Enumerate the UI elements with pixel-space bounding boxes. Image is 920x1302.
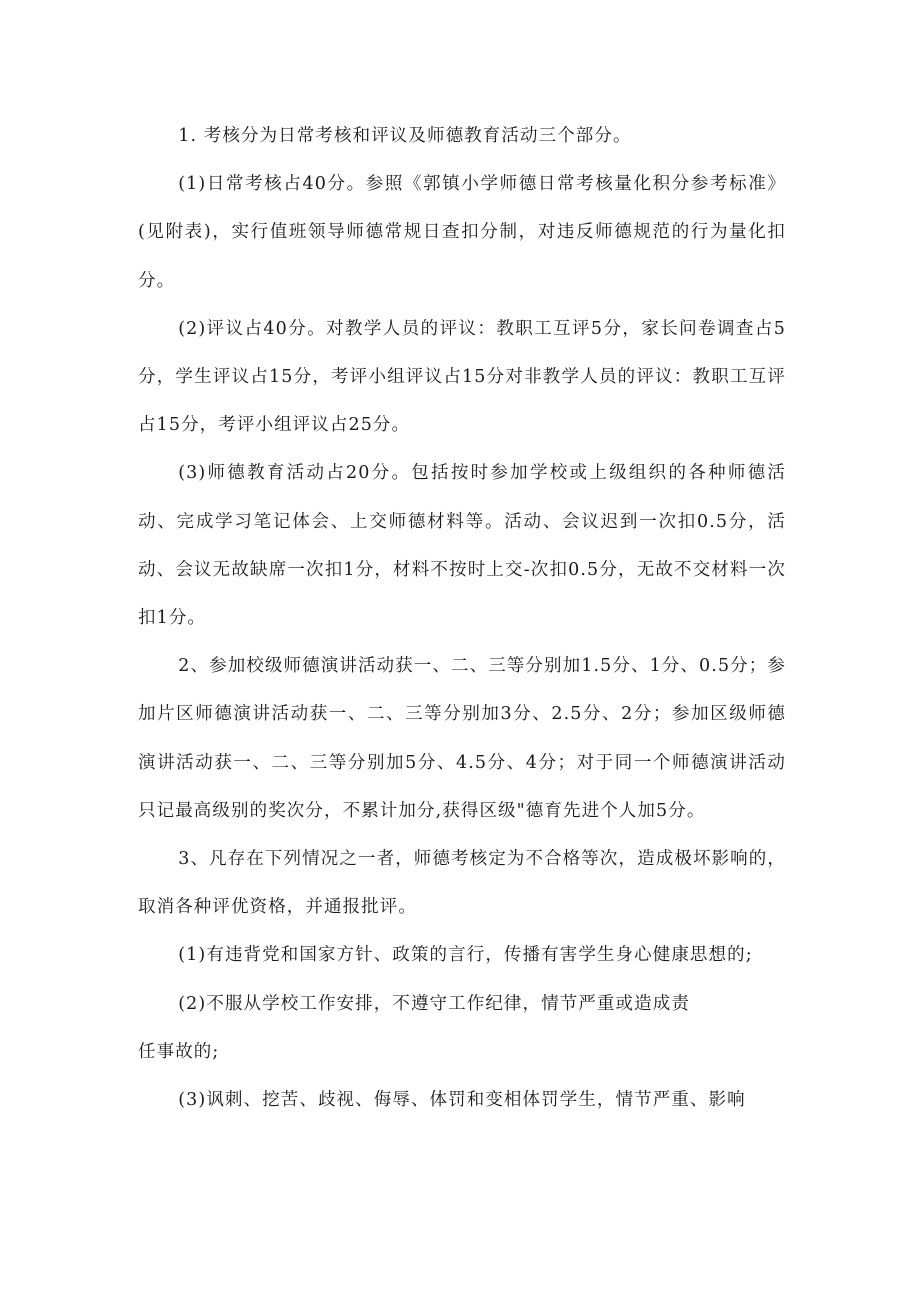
document-body [138, 112, 786, 1124]
paragraph-daily-assessment: (1)日常考核占40分。参照《郭镇小学师德日常考核量化积分参考标准》(见附表)，实行值班领导师德常规日查扣分制，对违反师德规范的行为量化扣分。 [138, 174, 786, 291]
paragraph-ethics-activities: (3)师德教育活动占20分。包括按时参加学校或上级组织的各种师德活动、完成学习笔记体会、上交师德材料等。活动、会议迟到一次扣0.5分，活动、会议无故缺席一次扣1分，材料不按时上交-次扣0.5分，无故不交材料一次扣1分。 [138, 463, 786, 629]
paragraph-unqualified-conditions: 3、凡存在下列情况之一者，师德考核定为不合格等次，造成极坏影响的，取消各种评优资格，并通报批评。 [138, 849, 786, 918]
paragraph-evaluation: (2)评议占40分。对教学人员的评议：教职工互评5分，家长问卷调查占5分，学生评议占15分，考评小组评议占15分对非教学人员的评议：教职工互评占15分，考评小组评议占25分。 [138, 318, 786, 436]
paragraph-condition-2-continued: 任事故的; [138, 1041, 220, 1062]
paragraph-condition-1: (1)有违背党和国家方针、政策的言行，传播有害学生身心健康思想的; [178, 945, 753, 966]
paragraph-assessment-parts: 1. 考核分为日常考核和评议及师德教育活动三个部分。 [178, 126, 632, 146]
paragraph-condition-3: (3)讽刺、挖苦、歧视、侮辱、体罚和变相体罚学生，情节严重、影响 [178, 1090, 746, 1111]
paragraph-condition-2: (2)不服从学校工作安排，不遵守工作纪律，情节严重或造成责 [178, 993, 690, 1014]
paragraph-speech-awards: 2、参加校级师德演讲活动获一、二、三等分别加1.5分、1分、0.5分；参加片区师德演讲活动获一、二、三等分别加3分、2.5分、2分；参加区级师德演讲活动获一、二、三等分别加5分、4.5分、4分；对于同一个师德演讲活动只记最高级别的奖次分，不累计加分,获得区级"德育先进个人加5分。 [138, 656, 786, 821]
